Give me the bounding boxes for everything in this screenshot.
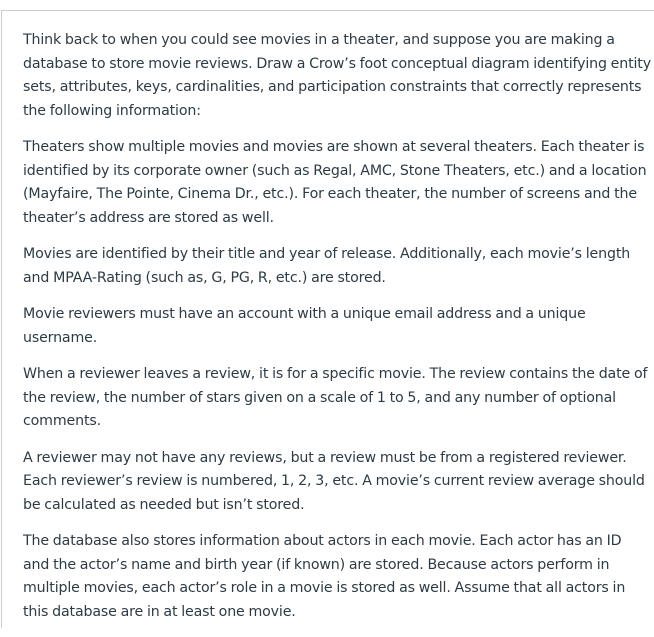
- question-text: [23, 29, 651, 637]
- intro-paragraph: Think back to when you could see movies in a theater, and suppose you are making a database to store movie reviews. Draw a Crow’s foot conceptual diagram identifying entity sets, attributes, keys, cardinalities, and participation constraints that correctly represents the following information:: [23, 32, 651, 119]
- review-numbering-paragraph: A reviewer may not have any reviews, but a review must be from a registered reviewer. Each reviewer’s review is numbered, 1, 2, 3, etc. A movie’s current review average should be calculated as needed but isn’t stored.: [23, 449, 645, 513]
- reviewers-paragraph: Movie reviewers must have an account with a unique email address and a unique username.: [23, 306, 586, 346]
- theaters-paragraph: Theaters show multiple movies and movies are shown at several theaters. Each theater is identified by its corporate owner (such as Regal, AMC, Stone Theaters, etc.) and a location (Mayfaire, The Pointe, Cinema Dr., etc.). For each theater, the number of screens and the theater’s address are stored as well.: [23, 139, 647, 226]
- actors-paragraph: The database also stores information about actors in each movie. Each actor has an ID and the actor’s name and birth year (if known) are stored. Because actors perform in multiple movies, each actor’s role in a movie is stored as well. Assume that all actors in this database are in at least one movie.: [23, 533, 626, 620]
- movies-paragraph: Movies are identified by their title and year of release. Additionally, each movie’s length and MPAA-Rating (such as, G, PG, R, etc.) are stored.: [23, 246, 631, 286]
- review-paragraph: When a reviewer leaves a review, it is for a specific movie. The review contains the date of the review, the number of stars given on a scale of 1 to 5, and any number of optional comments.: [23, 366, 648, 429]
